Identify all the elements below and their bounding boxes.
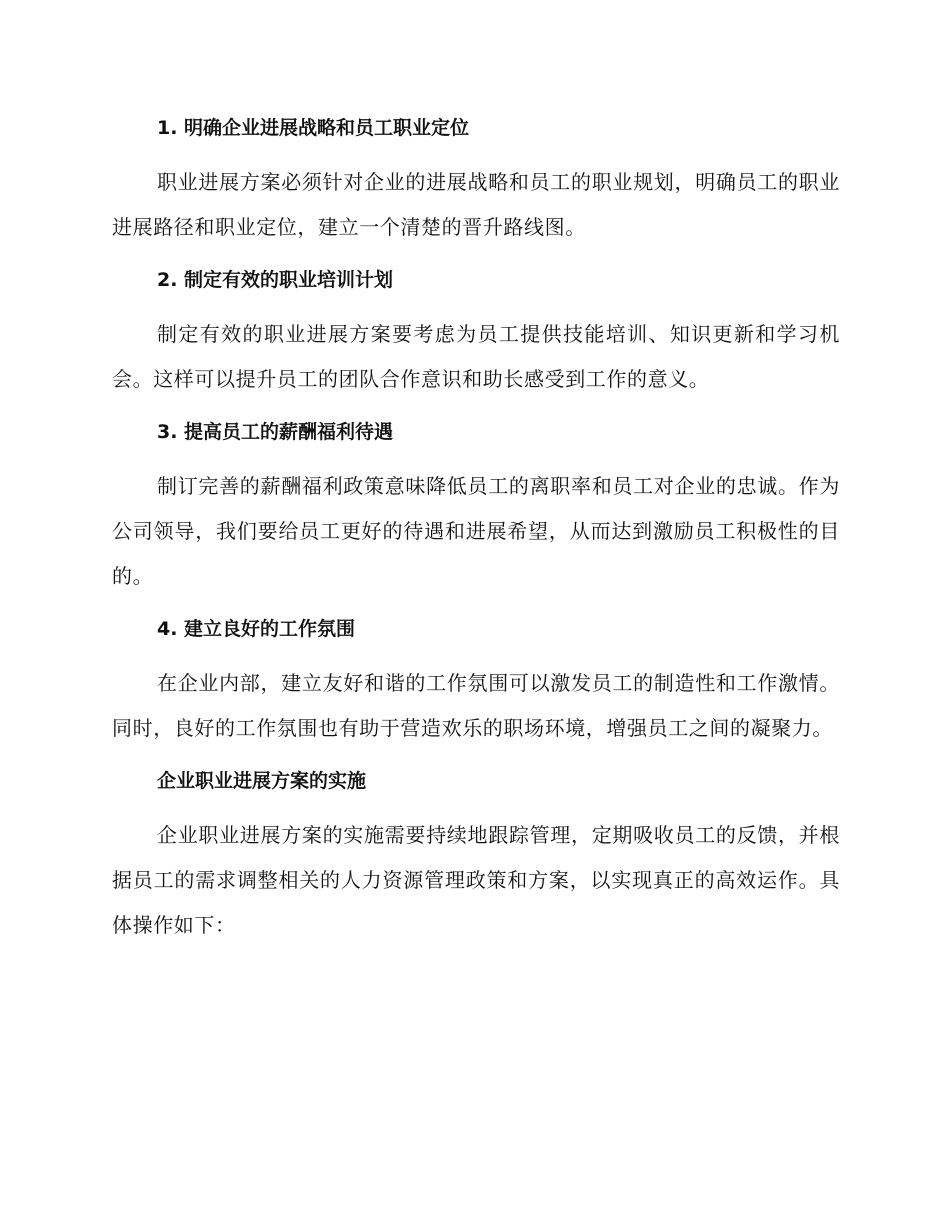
section-heading: 企业职业进展方案的实施 bbox=[157, 770, 367, 792]
section-paragraph: 在企业内部，建立友好和谐的工作氛围可以激发员工的制造性和工作激情。同时，良好的工作氛围也有助于营造欢乐的职场环境，增强员工之间的凝聚力。 bbox=[112, 671, 840, 740]
document-page bbox=[112, 112, 840, 962]
section-heading: 3. 提高员工的薪酬福利待遇 bbox=[157, 421, 394, 443]
section-paragraph: 职业进展方案必须针对企业的进展战略和员工的职业规划，明确员工的职业进展路径和职业定位，建立一个清楚的晋升路线图。 bbox=[112, 170, 840, 239]
section-heading: 1. 明确企业进展战略和员工职业定位 bbox=[157, 117, 470, 139]
section-heading: 4. 建立良好的工作氛围 bbox=[157, 618, 356, 640]
section-paragraph: 制定有效的职业进展方案要考虑为员工提供技能培训、知识更新和学习机会。这样可以提升员工的团队合作意识和助长感受到工作的意义。 bbox=[112, 322, 840, 391]
section-paragraph: 企业职业进展方案的实施需要持续地跟踪管理，定期吸收员工的反馈，并根据员工的需求调整相关的人力资源管理政策和方案，以实现真正的高效运作。具体操作如下： bbox=[112, 823, 840, 937]
section-heading: 2. 制定有效的职业培训计划 bbox=[157, 269, 394, 291]
section-paragraph: 制订完善的薪酬福利政策意味降低员工的离职率和员工对企业的忠诚。作为公司领导，我们要给员工更好的待遇和进展希望，从而达到激励员工积极性的目的。 bbox=[112, 474, 840, 588]
